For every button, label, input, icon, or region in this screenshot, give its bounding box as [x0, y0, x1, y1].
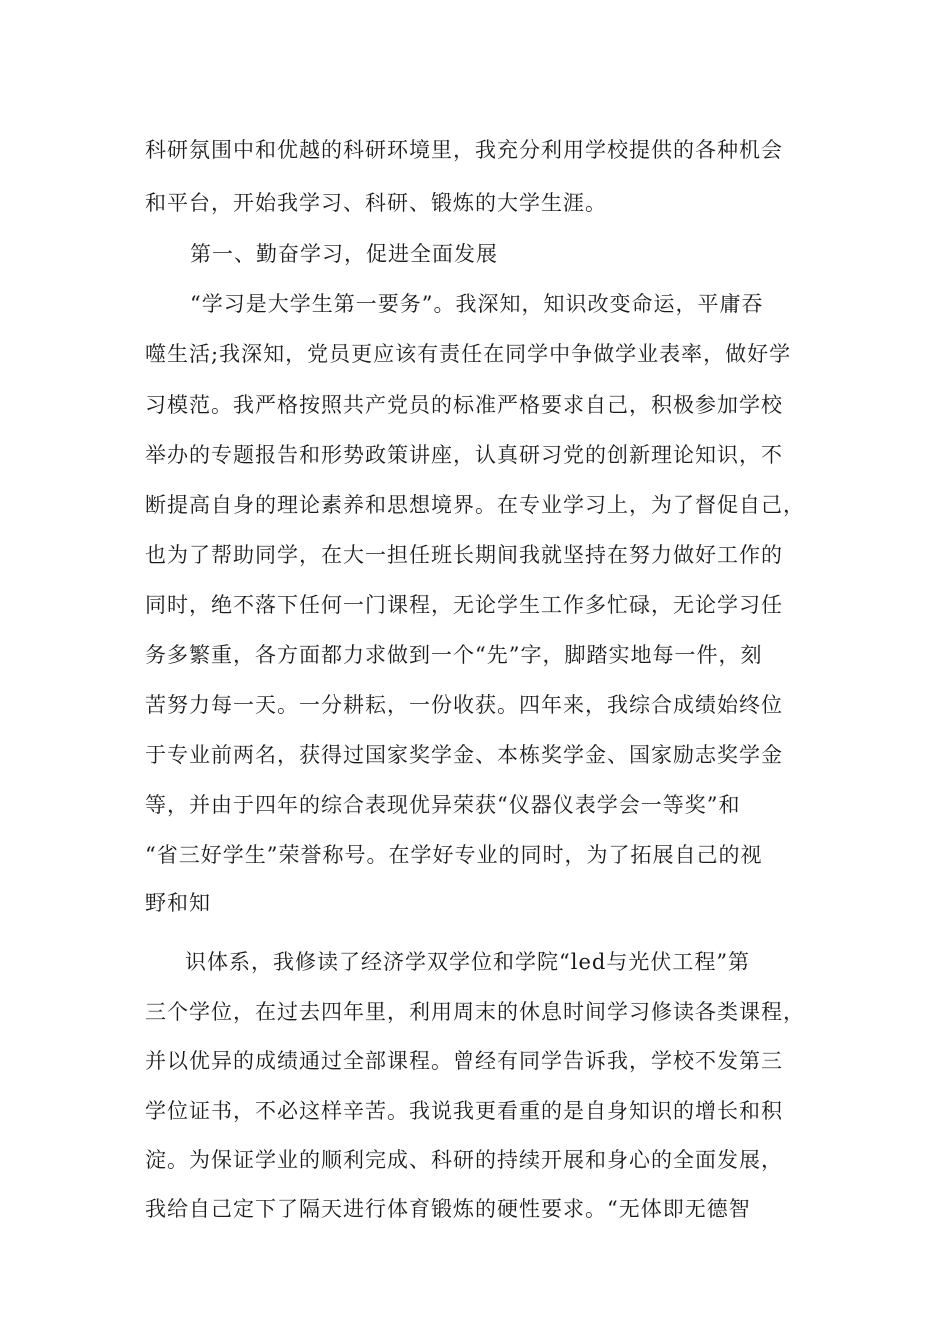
text-line: 科研氛围中和优越的科研环境里，我充分利用学校提供的各种机会 [145, 138, 783, 162]
text-line: 噬生活;我深知，党员更应该有责任在同学中争做学业表率，做好学 [145, 342, 792, 366]
text-line: 于专业前两名，获得过国家奖学金、本栋奖学金、国家励志奖学金 [145, 743, 783, 767]
text-line: 学位证书，不必这样辛苦。我说我更看重的是自身知识的增长和积 [145, 1099, 783, 1123]
text-line: 等，并由于四年的综合表现优异荣获“仪器仪表学会一等奖”和 [145, 793, 741, 817]
text-line: 举办的专题报告和形势政策讲座，认真研习党的创新理论知识，不 [145, 443, 783, 467]
text-line: 和平台，开始我学习、科研、锻炼的大学生涯。 [145, 191, 607, 215]
text-line: 识体系，我修读了经济学双学位和学院“led与光伏工程”第 [185, 950, 751, 974]
text-line: “学习是大学生第一要务”。我深知，知识改变命运，平庸吞 [190, 292, 764, 316]
text-line: 也为了帮助同学，在大一担任班长期间我就坚持在努力做好工作的 [145, 543, 783, 567]
text-line: 淀。为保证学业的顺利完成、科研的持续开展和身心的全面发展， [145, 1148, 783, 1172]
text-line: 同时，绝不落下任何一门课程，无论学生工作多忙碌，无论学习任 [145, 593, 783, 617]
text-line: 三个学位，在过去四年里，利用周末的休息时间学习修读各类课程， [145, 1000, 805, 1024]
text-line: “省三好学生”荣誉称号。在学好专业的同时，为了拓展自己的视 [145, 843, 763, 867]
section-heading: 第一、勤奋学习，促进全面发展 [190, 242, 498, 266]
text-line: 我给自己定下了隔天进行体育锻炼的硬性要求。“无体即无德智 [145, 1197, 751, 1221]
text-line: 苦努力每一天。一分耕耘，一份收获。四年来，我综合成绩始终位 [145, 693, 783, 717]
text-line: 并以优异的成绩通过全部课程。曾经有同学告诉我，学校不发第三 [145, 1049, 783, 1073]
text-line: 野和知 [145, 891, 211, 915]
text-line: 断提高自身的理论素养和思想境界。在专业学习上，为了督促自己， [145, 493, 805, 517]
text-line: 务多繁重，各方面都力求做到一个“先”字，脚踏实地每一件，刻 [145, 643, 763, 667]
text-line: 习模范。我严格按照共产党员的标准严格要求自己，积极参加学校 [145, 393, 783, 417]
